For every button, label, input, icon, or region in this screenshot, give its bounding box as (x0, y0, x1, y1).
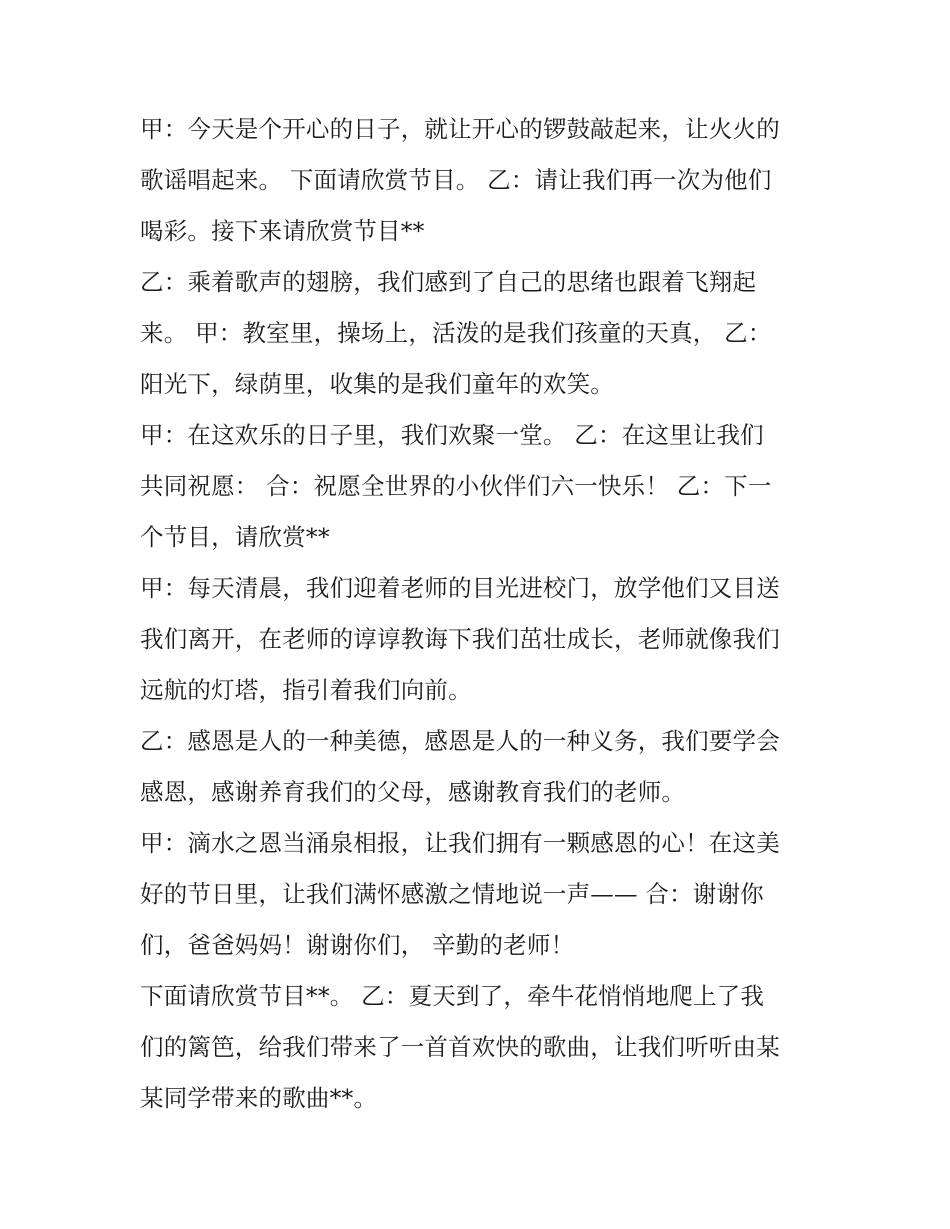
paragraph-1: 甲：今天是个开心的日子，就让开心的锣鼓敲起来，让火火的 歌谣唱起来。 下面请欣赏节目。 乙：请让我们再一次为他们 喝彩。接下来请欣赏节目** (140, 115, 780, 245)
paragraph-2: 乙：乘着歌声的翅膀，我们感到了自己的思绪也跟着飞翔起 来。 甲：教室里，操场上，活泼的是我们孩童的天真， 乙： 阳光下，绿荫里，收集的是我们童年的欢笑。 (140, 268, 772, 398)
paragraph-4: 甲：每天清晨，我们迎着老师的目光进校门，放学他们又目送 我们离开，在老师的谆谆教诲下我们茁壮成长，老师就像我们 远航的灯塔，指引着我们向前。 (140, 574, 780, 704)
paragraph-6: 甲：滴水之恩当涌泉相报，让我们拥有一颗感恩的心！在这美 好的节日里，让我们满怀感激之情地说一声—— 合：谢谢你 们，爸爸妈妈！谢谢你们， 辛勤的老师！ (140, 829, 780, 959)
document-body (140, 104, 815, 1124)
paragraph-3: 甲：在这欢乐的日子里，我们欢聚一堂。 乙：在这里让我们 共同祝愿： 合：祝愿全世界的小伙伴们六一快乐！ 乙：下一 个节目，请欣赏** (140, 421, 772, 551)
paragraph-5: 乙：感恩是人的一种美德，感恩是人的一种义务，我们要学会 感恩，感谢养育我们的父母，感谢教育我们的老师。 (140, 727, 780, 806)
paragraph-7: 下面请欣赏节目**。 乙：夏天到了，牵牛花悄悄地爬上了我 们的篱笆，给我们带来了一首首欢快的歌曲，让我们听听由某 某同学带来的歌曲**。 (140, 982, 780, 1112)
